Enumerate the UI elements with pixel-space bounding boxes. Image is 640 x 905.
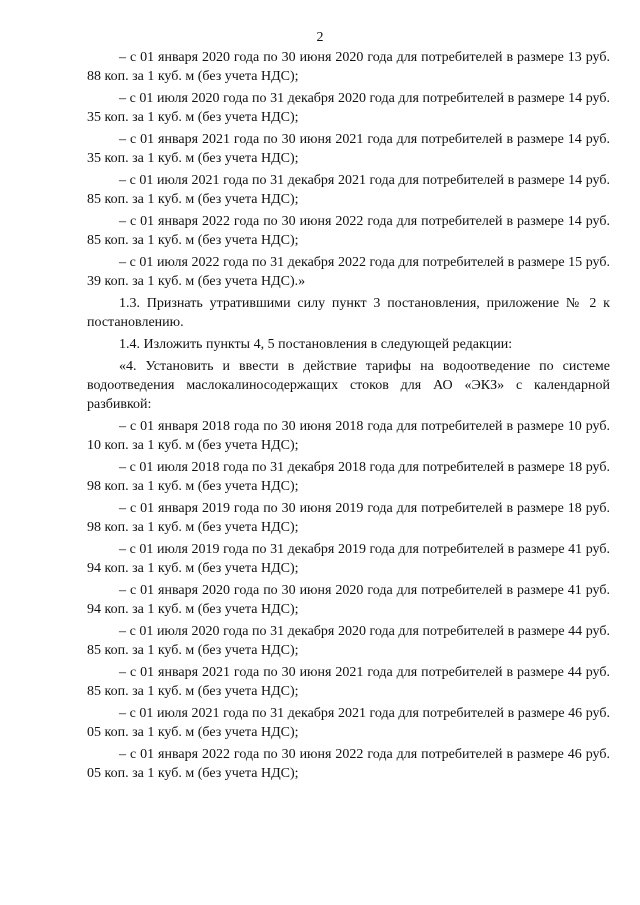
tariff-item-sewage-2021-h1: – с 01 января 2021 года по 30 июня 2021 года для потребителей в размере 44 руб. 85 коп. за 1 куб. м (без учета НДС);	[87, 665, 610, 699]
document-body	[87, 48, 610, 786]
tariff-item-sewage-2019-h1: – с 01 января 2019 года по 30 июня 2019 года для потребителей в размере 18 руб. 98 коп. за 1 куб. м (без учета НДС);	[87, 501, 610, 535]
tariff-item-water-2020-h1: – с 01 января 2020 года по 30 июня 2020 года для потребителей в размере 13 руб. 88 коп. за 1 куб. м (без учета НДС);	[87, 50, 610, 84]
tariff-item-sewage-2021-h2: – с 01 июля 2021 года по 31 декабря 2021 года для потребителей в размере 46 руб. 05 коп. за 1 куб. м (без учета НДС);	[87, 706, 610, 740]
tariff-item-sewage-2019-h2: – с 01 июля 2019 года по 31 декабря 2019 года для потребителей в размере 41 руб. 94 коп. за 1 куб. м (без учета НДС);	[87, 542, 610, 576]
tariff-item-water-2022-h1: – с 01 января 2022 года по 30 июня 2022 года для потребителей в размере 14 руб. 85 коп. за 1 куб. м (без учета НДС);	[87, 214, 610, 248]
clause-1-3: 1.3. Признать утратившими силу пункт 3 постановления, приложение № 2 к постановлению.	[87, 296, 610, 330]
clause-1-4: 1.4. Изложить пункты 4, 5 постановления в следующей редакции:	[119, 337, 513, 352]
tariff-item-sewage-2018-h2: – с 01 июля 2018 года по 31 декабря 2018 года для потребителей в размере 18 руб. 98 коп. за 1 куб. м (без учета НДС);	[87, 460, 610, 494]
tariff-item-sewage-2020-h1: – с 01 января 2020 года по 30 июня 2020 года для потребителей в размере 41 руб. 94 коп. за 1 куб. м (без учета НДС);	[87, 583, 610, 617]
tariff-item-sewage-2022-h1: – с 01 января 2022 года по 30 июня 2022 года для потребителей в размере 46 руб. 05 коп. за 1 куб. м (без учета НДС);	[87, 747, 610, 781]
tariff-item-sewage-2020-h2: – с 01 июля 2020 года по 31 декабря 2020 года для потребителей в размере 44 руб. 85 коп. за 1 куб. м (без учета НДС);	[87, 624, 610, 658]
tariff-item-water-2020-h2: – с 01 июля 2020 года по 31 декабря 2020 года для потребителей в размере 14 руб. 35 коп. за 1 куб. м (без учета НДС);	[87, 91, 610, 125]
page-number: 2	[316, 30, 324, 45]
clause-4-intro: «4. Установить и ввести в действие тарифы на водоотведение по системе водоотведения маслокалиносодержащих стоков для АО «ЭКЗ» с календарной разбивкой:	[87, 359, 610, 412]
tariff-item-water-2021-h2: – с 01 июля 2021 года по 31 декабря 2021 года для потребителей в размере 14 руб. 85 коп. за 1 куб. м (без учета НДС);	[87, 173, 610, 207]
tariff-item-water-2022-h2: – с 01 июля 2022 года по 31 декабря 2022 года для потребителей в размере 15 руб. 39 коп. за 1 куб. м (без учета НДС).»	[87, 255, 610, 289]
tariff-item-water-2021-h1: – с 01 января 2021 года по 30 июня 2021 года для потребителей в размере 14 руб. 35 коп. за 1 куб. м (без учета НДС);	[87, 132, 610, 166]
tariff-item-sewage-2018-h1: – с 01 января 2018 года по 30 июня 2018 года для потребителей в размере 10 руб. 10 коп. за 1 куб. м (без учета НДС);	[87, 419, 610, 453]
